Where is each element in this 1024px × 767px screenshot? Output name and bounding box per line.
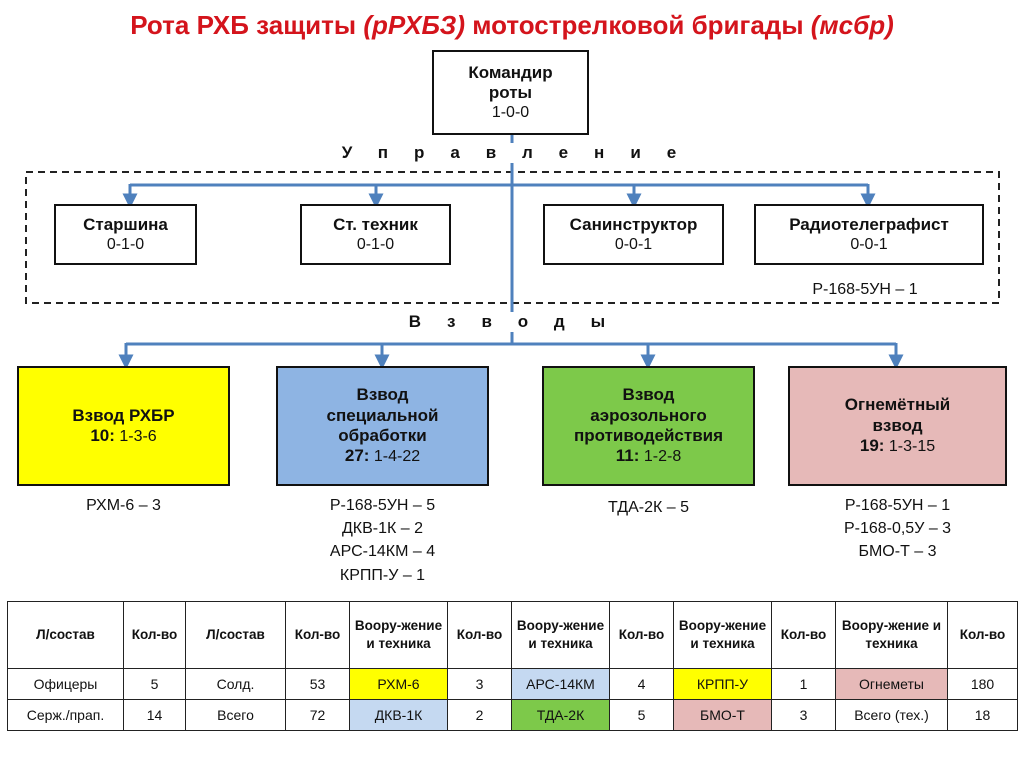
- table-cell: 180: [948, 669, 1018, 700]
- platoon-box-rhbr: Взвод РХБР 10: 1-3-6: [17, 366, 230, 486]
- platoons-label: Взводы: [380, 312, 660, 332]
- management-label: Управление: [312, 143, 732, 163]
- table-cell: 53: [286, 669, 350, 700]
- equipment-item: ДКВ-1К – 2: [341, 520, 424, 538]
- equipment-item: КРПП-У – 1: [339, 566, 426, 584]
- management-box-medic: Санинструктор 0-0-1: [543, 204, 724, 265]
- table-header-cell: Кол-во: [772, 602, 836, 669]
- management-box-tech: Ст. техник 0-1-0: [300, 204, 451, 265]
- table-row: [8, 700, 1018, 731]
- table-cell: Серж./прап.: [8, 700, 124, 731]
- commander-box: [432, 50, 589, 135]
- commander-title-2: роты: [488, 82, 533, 102]
- table-cell: 4: [610, 669, 674, 700]
- table-cell: 5: [124, 669, 186, 700]
- equipment-item: Р-168-0,5У – 3: [843, 520, 952, 538]
- summary-table: [7, 601, 1018, 731]
- table-cell: Всего (тех.): [836, 700, 948, 731]
- table-header-cell: Воору-жение и техника: [836, 602, 948, 669]
- equipment-item: АРС-14КМ – 4: [329, 543, 436, 561]
- platoon-box-special: Взвод специальной обработки 27: 1-4-22: [276, 366, 489, 486]
- management-box-starshina: Старшина 0-1-0: [54, 204, 197, 265]
- table-header-cell: Л/состав: [8, 602, 124, 669]
- table-cell: РХМ-6: [350, 669, 448, 700]
- table-cell: 3: [772, 700, 836, 731]
- table-cell: Огнеметы: [836, 669, 948, 700]
- table-header-cell: Воору-жение и техника: [512, 602, 610, 669]
- equipment-item: БМО-Т – 3: [858, 543, 937, 561]
- platoon-equipment-special: [276, 494, 489, 587]
- table-header-cell: Кол-во: [448, 602, 512, 669]
- table-header-cell: Воору-жение и техника: [674, 602, 772, 669]
- platoon-equipment-rhbr: [17, 494, 230, 517]
- platoon-equipment-flamethrower: [788, 494, 1007, 564]
- table-header-cell: Кол-во: [286, 602, 350, 669]
- table-header-cell: Кол-во: [948, 602, 1018, 669]
- table-header-row: [8, 602, 1018, 669]
- page-title: Рота РХБ защиты (рРХБЗ) мотострелковой бригады (мсбр): [130, 10, 894, 40]
- equipment-item: Р-168-5УН – 5: [329, 497, 436, 514]
- radio-equipment: Р-168-5УН – 1: [812, 281, 918, 298]
- table-cell: Офицеры: [8, 669, 124, 700]
- table-cell: 1: [772, 669, 836, 700]
- table-cell: БМО-Т: [674, 700, 772, 731]
- table-cell: Солд.: [186, 669, 286, 700]
- table-cell: 72: [286, 700, 350, 731]
- table-cell: Всего: [186, 700, 286, 731]
- equipment-item: ТДА-2К – 5: [608, 499, 689, 516]
- table-cell: 14: [124, 700, 186, 731]
- equipment-item: РХМ-6 – 3: [86, 497, 161, 514]
- table-row: [8, 669, 1018, 700]
- table-cell: 3: [448, 669, 512, 700]
- table-cell: ДКВ-1К: [350, 700, 448, 731]
- table-header-cell: Воору-жение и техника: [350, 602, 448, 669]
- table-cell: ТДА-2К: [512, 700, 610, 731]
- commander-staff: 1-0-0: [491, 104, 530, 122]
- table-cell: АРС-14КМ: [512, 669, 610, 700]
- table-header-cell: Кол-во: [124, 602, 186, 669]
- table-header-cell: Л/состав: [186, 602, 286, 669]
- table-cell: 5: [610, 700, 674, 731]
- table-cell: 18: [948, 700, 1018, 731]
- equipment-item: Р-168-5УН – 1: [844, 497, 951, 514]
- table-cell: КРПП-У: [674, 669, 772, 700]
- table-cell: 2: [448, 700, 512, 731]
- platoon-box-flamethrower: Огнемётный взвод 19: 1-3-15: [788, 366, 1007, 486]
- commander-title-1: Командир: [468, 62, 553, 82]
- management-box-radio: Радиотелеграфист 0-0-1: [754, 204, 984, 265]
- table-header-cell: Кол-во: [610, 602, 674, 669]
- platoon-box-aerosol: Взвод аэрозольного противодействия 11: 1-2-8: [542, 366, 755, 486]
- platoon-equipment-aerosol: [542, 496, 755, 519]
